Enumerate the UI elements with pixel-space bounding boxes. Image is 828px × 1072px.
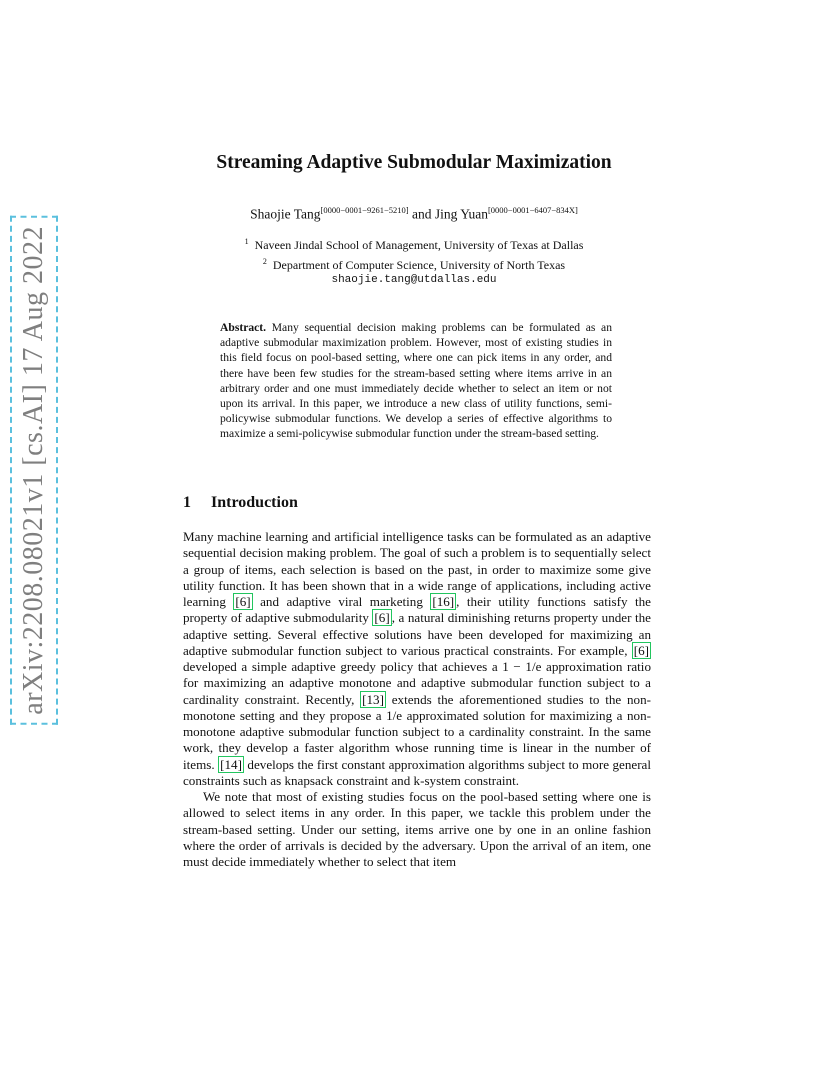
affiliations <box>0 234 828 289</box>
paper-title: Streaming Adaptive Submodular Maximization <box>216 152 612 173</box>
orcid-1: [0000−0001−9261−5210] <box>320 205 409 215</box>
section-number: 1 <box>183 494 191 511</box>
citation-link[interactable]: [13] <box>362 691 384 707</box>
orcid-2: [0000−0001−6407−834X] <box>487 205 578 215</box>
affiliation-2: $^2$ Department of Computer Science, University of North Texas <box>262 256 566 272</box>
body-text <box>183 529 651 870</box>
citation-link[interactable]: [14] <box>220 756 242 772</box>
citation-link[interactable]: [6] <box>633 642 649 658</box>
abstract-text: Many sequential decision making problems can be formulated as an adaptive submodular maximization problem. However, most of existing studies in this field focus on pool-based setting, where one can pick items in any order, and there have been few studies for the stream-based setting where items arrive in an arbitrary order and one must immediately decide whether to select an item or not upon its arrival. In this paper, we introduce a new class of utility functions, semi-policywise submodular functions. We develop a series of effective algorithms to maximize a semi-policywise submodular function under the stream-based setting. <box>220 321 612 441</box>
author-2: Jing Yuan <box>434 206 488 222</box>
section-title: Introduction <box>211 494 298 511</box>
author-1: Shaojie Tang <box>250 206 321 222</box>
author-connector: and <box>411 206 432 222</box>
author-line <box>0 205 828 223</box>
citation-link[interactable]: [6] <box>374 610 390 626</box>
paragraph-1: Many machine learning and artificial intelligence tasks can be formulated as an adaptive sequential decision making problem. The goal of such a problem is to sequentially select a group of items, each selection is based on the past, in order to maximize some give utility function. It has been shown that in a wide range of applications, including active learning [6] and adaptive viral marketing [16] , their utility functions satisfy the property of adaptive submodularity [6] , a natural diminishing returns property under the adaptive setting. Several effective solutions have been developed for maximizing an adaptive submodular function subject to various practical constraints. For example, [6] developed a simple adaptive greedy policy that achieves a 1 − 1/e approximation ratio for maximizing an adaptive monotone and adaptive submodular function subject to a cardinality constraint. Recently, [13] extends the aforementioned studies to the non-monotone setting and they propose a 1/e approximated solution for maximizing a non-monotone adaptive submodular function subject to a cardinality constraint. In the same work, they develop a faster algorithm whose running time is linear in the number of items. [14] develops the first constant approximation algorithms subject to more general constraints such as knapsack constraint and k-system constraint. <box>183 529 652 788</box>
abstract <box>220 320 612 442</box>
section-heading <box>183 494 298 512</box>
paragraph-2: We note that most of existing studies focus on the pool-based setting where one is allowed to select items in any order. In this paper, we tackle this problem under the stream-based setting. Under our setting, items arrive one by one in an online fashion where the order of arrivals is decided by the adversary. Upon the arrival of an item, one must decide immediately whether to select that item <box>183 789 651 869</box>
affiliation-1: $^1$ Naveen Jindal School of Management, University of Texas at Dallas <box>244 237 584 252</box>
citation-link[interactable]: [6] <box>235 594 251 609</box>
email: shaojie.tang@utdallas.edu <box>331 274 497 286</box>
arxiv-stamp <box>10 225 58 715</box>
arxiv-stamp-text: arXiv:2208.08021v1 [cs.AI] 17 Aug 2022 <box>10 216 58 725</box>
citation-link[interactable]: [16] <box>432 594 455 609</box>
abstract-label: Abstract. <box>220 321 267 334</box>
